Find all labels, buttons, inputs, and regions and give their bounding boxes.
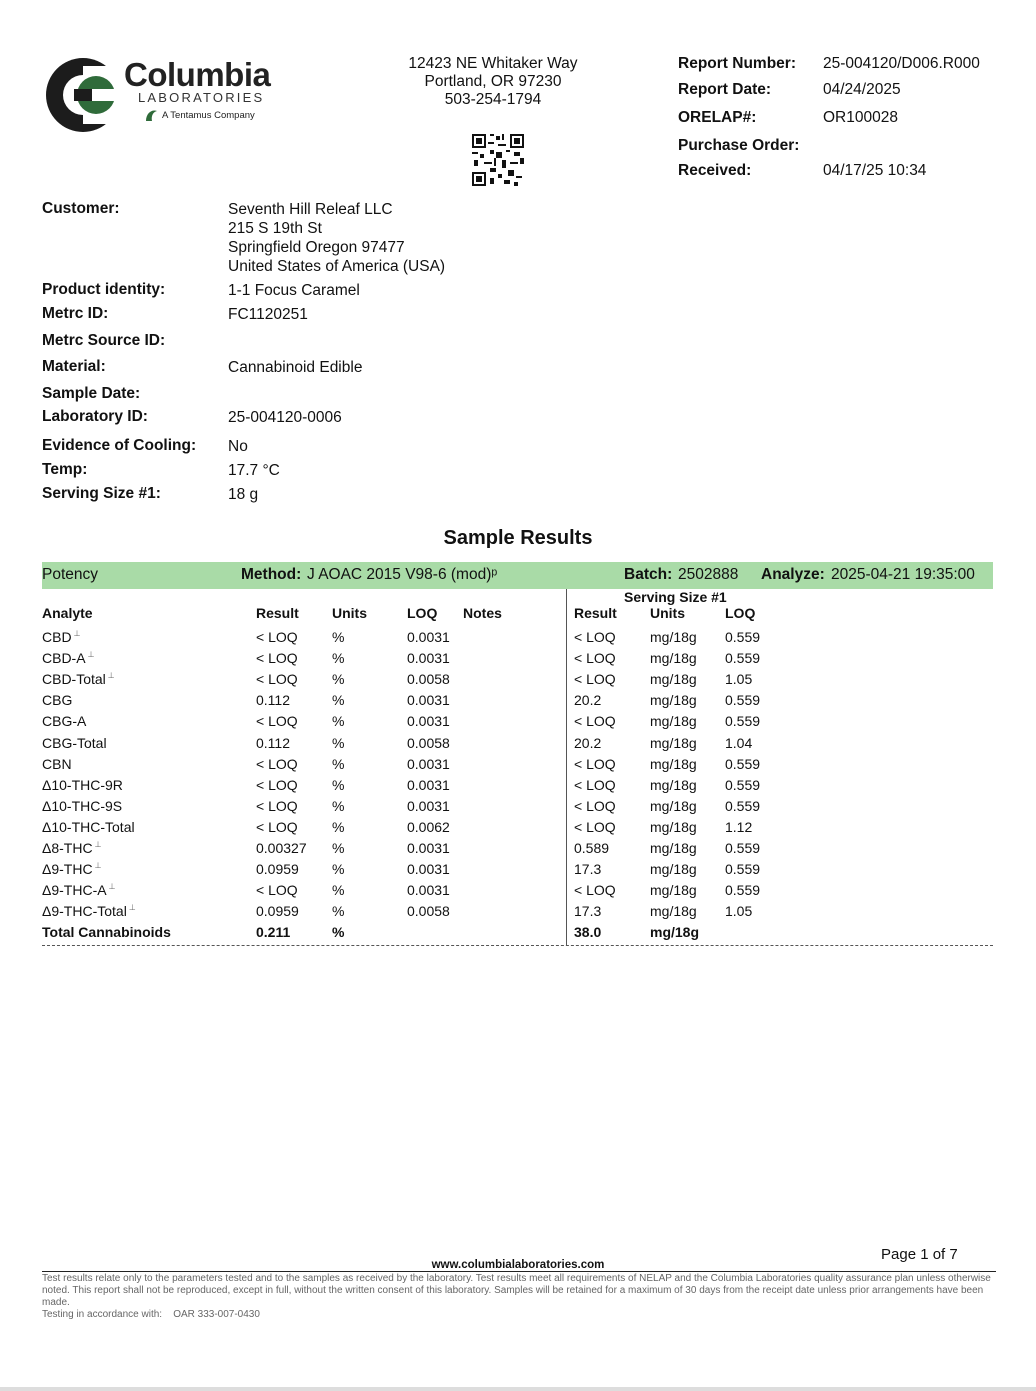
batch: 2502888 <box>678 566 739 583</box>
serving-units-cell: mg/18g <box>650 924 700 941</box>
serving-loq-cell: 0.559 <box>725 713 761 730</box>
orelap-number: OR100028 <box>823 109 898 126</box>
header-units: Units <box>332 605 367 621</box>
serving-units-cell: mg/18g <box>650 713 697 730</box>
serving-loq-cell: 0.559 <box>725 797 761 814</box>
analyte-cell: CBG-A <box>42 713 87 730</box>
serving-loq-cell: 1.04 <box>725 734 753 751</box>
serving-result-cell: 0.589 <box>574 840 610 856</box>
serving-result-cell: < LOQ <box>574 818 616 835</box>
method-label: Method: <box>241 566 302 583</box>
analyte-cell: CBG <box>42 692 73 709</box>
loq-cell: 0.0031 <box>407 629 450 645</box>
result-cell: < LOQ <box>256 818 298 835</box>
analyte-cell: CBN <box>42 755 72 772</box>
accreditation-mark: ⊥ <box>73 629 81 638</box>
lab-phone: 503-254-1794 <box>444 91 542 108</box>
metrc-source-id-label: Metrc Source ID: <box>42 332 166 349</box>
footer-disclaimer <box>42 1273 992 1321</box>
customer-label: Customer: <box>42 200 120 217</box>
analyte-name: CBD <box>42 629 72 645</box>
result-cell: 0.0959 <box>256 861 299 878</box>
analyte-cell <box>42 903 136 919</box>
evidence-cooling-label: Evidence of Cooling: <box>42 437 197 454</box>
serving-loq-cell: 0.559 <box>725 629 761 645</box>
units-cell: % <box>332 861 345 878</box>
result-cell: < LOQ <box>256 755 298 772</box>
result-cell: 0.00327 <box>256 840 307 856</box>
serving-units-cell: mg/18g <box>650 840 697 856</box>
loq-cell: 0.0058 <box>407 734 450 751</box>
header-analyte: Analyte <box>42 605 93 621</box>
section-title: Sample Results <box>443 527 593 549</box>
loq-cell: 0.0031 <box>407 882 450 899</box>
customer-line: 215 S 19th St <box>228 220 322 237</box>
analyte-cell: Δ10-THC-9R <box>42 776 123 793</box>
serving-size: 18 g <box>228 486 259 503</box>
method: J AOAC 2015 V98-6 (mod)ᵖ <box>307 566 498 583</box>
result-cell: 0.211 <box>256 924 291 941</box>
serving-result-cell: 20.2 <box>574 734 602 751</box>
serving-loq-cell: 0.559 <box>725 776 761 793</box>
testing-regulation: OAR 333-007-0430 <box>173 1309 260 1320</box>
result-cell: < LOQ <box>256 713 298 730</box>
serving-loq-cell: 0.559 <box>725 692 761 709</box>
lab-subtitle: LABORATORIES <box>138 90 265 105</box>
loq-cell: 0.0058 <box>407 903 450 920</box>
serving-loq-cell: 0.559 <box>725 755 761 772</box>
report-number: 25-004120/D006.R000 <box>823 55 980 72</box>
loq-cell: 0.0031 <box>407 776 450 793</box>
sample-date-label: Sample Date: <box>42 385 141 402</box>
serving-units-cell: mg/18g <box>650 776 697 793</box>
received-label: Received: <box>678 162 752 179</box>
analyte-name: Δ9-THC-Total <box>42 903 127 920</box>
serving-units-cell: mg/18g <box>650 818 697 835</box>
testing-line <box>42 1309 992 1321</box>
serving-size-label: Serving Size #1: <box>42 485 161 502</box>
serving-loq-cell: 0.559 <box>725 650 761 667</box>
serving-loq-cell: 1.05 <box>725 903 753 920</box>
loq-cell: 0.0031 <box>407 861 450 878</box>
loq-cell: 0.0058 <box>407 671 450 688</box>
analyte-cell: Δ10-THC-Total <box>42 818 135 835</box>
qr-code-icon <box>472 134 524 186</box>
units-cell: % <box>332 818 345 835</box>
serving-loq-cell: 0.559 <box>725 840 761 856</box>
analyte-cell <box>42 650 95 666</box>
loq-cell: 0.0031 <box>407 755 450 772</box>
serving-size-header: Serving Size #1 <box>624 589 727 605</box>
units-cell: % <box>332 671 345 688</box>
analyte-cell <box>42 840 102 856</box>
lab-tagline: A Tentamus Company <box>162 110 255 121</box>
units-cell: % <box>332 882 345 899</box>
table-end-rule <box>42 945 993 946</box>
report-date: 04/24/2025 <box>823 81 901 98</box>
columbia-logo-icon <box>44 56 122 134</box>
accreditation-mark: ⊥ <box>107 671 115 681</box>
accreditation-mark: ⊥ <box>87 650 95 660</box>
header-serving-result: Result <box>574 605 617 621</box>
customer-line: Springfield Oregon 97477 <box>228 239 405 256</box>
purchase-order-label: Purchase Order: <box>678 137 800 154</box>
serving-result-cell: < LOQ <box>574 713 616 730</box>
analyte-name: Δ9-THC-A <box>42 882 107 899</box>
header-result: Result <box>256 605 299 621</box>
footer-rule <box>42 1271 996 1272</box>
loq-cell: 0.0031 <box>407 650 450 667</box>
column-divider <box>566 589 567 946</box>
serving-units-cell: mg/18g <box>650 671 697 688</box>
serving-result-cell: < LOQ <box>574 882 616 899</box>
serving-units-cell: mg/18g <box>650 755 697 772</box>
header-serving-units: Units <box>650 605 685 621</box>
units-cell: % <box>332 629 345 645</box>
accreditation-mark: ⊥ <box>108 882 116 892</box>
serving-result-cell: 17.3 <box>574 903 602 920</box>
analyte-name: Δ9-THC <box>42 861 93 878</box>
units-cell: % <box>332 924 345 941</box>
serving-units-cell: mg/18g <box>650 882 697 899</box>
result-cell: < LOQ <box>256 776 298 793</box>
analyte-cell: Δ10-THC-9S <box>42 797 123 814</box>
analyte-cell <box>42 629 81 645</box>
analyte-cell <box>42 861 102 877</box>
serving-units-cell: mg/18g <box>650 650 697 667</box>
serving-loq-cell: 0.559 <box>725 882 761 899</box>
loq-cell: 0.0062 <box>407 818 450 835</box>
lab-address-line2: Portland, OR 97230 <box>424 73 562 90</box>
loq-cell: 0.0031 <box>407 797 450 814</box>
analyte-cell <box>42 671 115 687</box>
customer-block <box>228 200 445 276</box>
result-cell: < LOQ <box>256 797 298 814</box>
analyze-datetime: 2025-04-21 19:35:00 <box>831 566 975 583</box>
loq-cell: 0.0031 <box>407 713 450 730</box>
accreditation-mark: ⊥ <box>94 861 102 871</box>
result-cell: 0.112 <box>256 692 290 709</box>
serving-units-cell: mg/18g <box>650 734 697 751</box>
analyte-cell: CBG-Total <box>42 734 107 751</box>
analyte-name: Δ8-THC <box>42 840 93 856</box>
result-cell: < LOQ <box>256 629 298 645</box>
footer-url[interactable]: www.columbialaboratories.com <box>431 1259 605 1271</box>
units-cell: % <box>332 903 345 920</box>
page-number: Page 1 of 7 <box>881 1246 958 1263</box>
analyte-name: CBD-Total <box>42 671 106 688</box>
result-cell: < LOQ <box>256 882 298 899</box>
lab-name: Columbia <box>124 56 271 93</box>
disclaimer-text: Test results relate only to the parameters tested and to the samples as received by the laboratory. Test results meet all requirements of NELAP and the Columbia Laboratories quality assurance plan unless otherwise noted. This report shall not be reproduced, except in full, without the written consent of this laboratory. Samples will be retained for a maximum of 30 days from the receipt date unless prior arrangements have been made. <box>42 1273 991 1308</box>
units-cell: % <box>332 734 345 751</box>
lab-address-line1: 12423 NE Whitaker Way <box>408 55 578 72</box>
laboratory-id: 25-004120-0006 <box>228 409 342 426</box>
metrc-id-label: Metrc ID: <box>42 305 109 322</box>
material-label: Material: <box>42 358 106 375</box>
analyte-cell: Total Cannabinoids <box>42 924 171 941</box>
report-date-label: Report Date: <box>678 81 772 98</box>
product-identity: 1-1 Focus Caramel <box>228 282 360 299</box>
analyze-label: Analyze: <box>761 566 825 583</box>
serving-result-cell: < LOQ <box>574 755 616 772</box>
result-cell: 0.112 <box>256 734 290 751</box>
serving-units-cell: mg/18g <box>650 629 697 645</box>
result-cell: 0.0959 <box>256 903 299 920</box>
units-cell: % <box>332 755 345 772</box>
temp-label: Temp: <box>42 461 88 478</box>
serving-result-cell: < LOQ <box>574 797 616 814</box>
units-cell: % <box>332 840 345 856</box>
result-cell: < LOQ <box>256 650 298 667</box>
report-number-label: Report Number: <box>678 55 796 72</box>
units-cell: % <box>332 797 345 814</box>
units-cell: % <box>332 650 345 667</box>
serving-units-cell: mg/18g <box>650 692 697 709</box>
page-bottom-bar <box>0 1387 1036 1391</box>
customer-line: Seventh Hill Releaf LLC <box>228 201 393 218</box>
serving-result-cell: 20.2 <box>574 692 602 709</box>
header-serving-loq: LOQ <box>725 605 756 621</box>
accreditation-mark: ⊥ <box>128 903 136 913</box>
serving-units-cell: mg/18g <box>650 797 697 814</box>
batch-label: Batch: <box>624 566 673 583</box>
analyte-name: CBD-A <box>42 650 86 667</box>
header-notes: Notes <box>463 605 502 621</box>
evidence-cooling: No <box>228 438 248 455</box>
serving-loq-cell: 1.12 <box>725 818 753 835</box>
orelap-label: ORELAP#: <box>678 109 757 126</box>
product-identity-label: Product identity: <box>42 281 166 298</box>
serving-result-cell: < LOQ <box>574 650 616 667</box>
units-cell: % <box>332 776 345 793</box>
tentamus-icon <box>144 108 160 122</box>
testing-label: Testing in accordance with: <box>42 1309 163 1320</box>
units-cell: % <box>332 713 345 730</box>
units-cell: % <box>332 692 345 709</box>
serving-result-cell: < LOQ <box>574 671 616 688</box>
potency-label: Potency <box>42 566 99 583</box>
analyte-cell <box>42 882 116 898</box>
result-cell: < LOQ <box>256 671 298 688</box>
laboratory-id-label: Laboratory ID: <box>42 408 148 425</box>
loq-cell: 0.0031 <box>407 840 450 856</box>
loq-cell: 0.0031 <box>407 692 450 709</box>
received-datetime: 04/17/25 10:34 <box>823 162 927 179</box>
material: Cannabinoid Edible <box>228 359 363 376</box>
serving-units-cell: mg/18g <box>650 903 697 920</box>
customer-line: United States of America (USA) <box>228 258 446 275</box>
serving-loq-cell: 0.559 <box>725 861 761 878</box>
serving-result-cell: 38.0 <box>574 924 602 941</box>
serving-result-cell: < LOQ <box>574 776 616 793</box>
serving-units-cell: mg/18g <box>650 861 697 878</box>
temp: 17.7 °C <box>228 462 280 479</box>
serving-result-cell: < LOQ <box>574 629 616 645</box>
metrc-id: FC1120251 <box>228 306 308 323</box>
serving-loq-cell: 1.05 <box>725 671 753 688</box>
serving-result-cell: 17.3 <box>574 861 602 878</box>
accreditation-mark: ⊥ <box>94 840 102 849</box>
header-loq: LOQ <box>407 605 438 621</box>
